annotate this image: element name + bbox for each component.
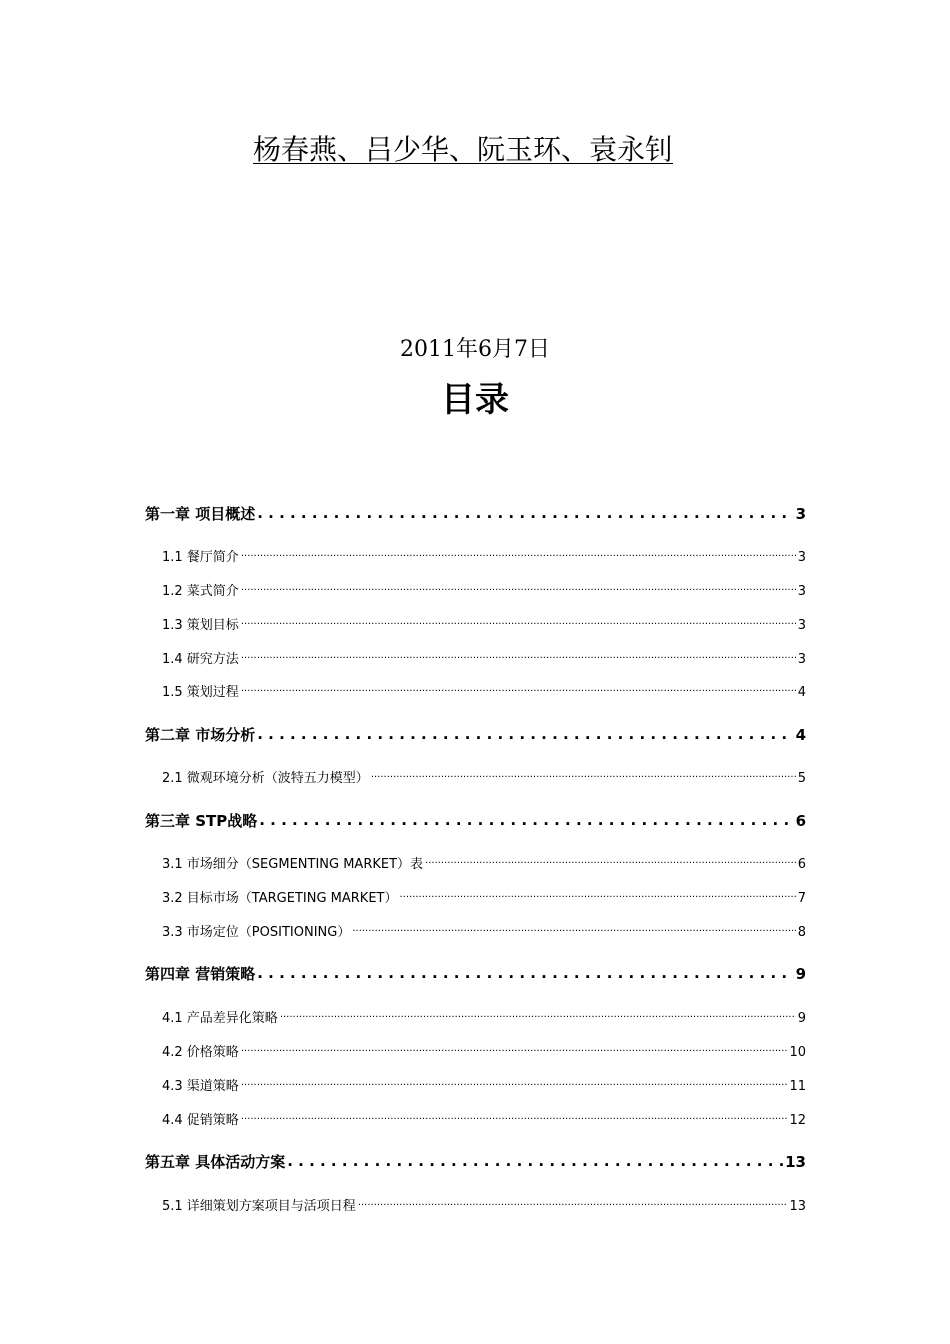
- toc-entry-section-4-3[interactable]: [162, 1075, 806, 1094]
- toc-dot-leader: [257, 964, 793, 979]
- toc-entry-label: 1.5 策划过程: [162, 685, 239, 700]
- toc-dot-leader: [358, 1197, 788, 1210]
- toc-entry-label: 第一章 项目概述: [145, 505, 256, 523]
- toc-entry-label: 3.1 市场细分（SEGMENTING MARKET）表: [162, 857, 424, 872]
- toc-entry-page: 10: [789, 1045, 806, 1060]
- toc-entry-section-5-1[interactable]: [162, 1195, 806, 1214]
- document-date: 2011年6月7日: [400, 337, 550, 362]
- toc-entry-page: 3: [797, 584, 806, 599]
- toc-entry-chapter-3[interactable]: [145, 810, 806, 831]
- toc-dot-leader: [425, 855, 796, 868]
- toc-dot-leader: [259, 811, 793, 826]
- toc-entry-section-4-4[interactable]: [162, 1109, 806, 1128]
- toc-entry-section-1-1[interactable]: [162, 546, 806, 565]
- toc-entry-chapter-2[interactable]: [145, 724, 806, 745]
- toc-dot-leader: [241, 1077, 788, 1090]
- toc-entry-label: 1.4 研究方法: [162, 652, 239, 667]
- toc-entry-page: 4: [797, 685, 806, 700]
- toc-entry-label: 2.1 微观环境分析（波特五力模型）: [162, 771, 369, 786]
- toc-entry-section-4-1[interactable]: [162, 1007, 806, 1026]
- toc-entry-page: 9: [795, 965, 806, 983]
- toc-entry-label: 1.3 策划目标: [162, 618, 239, 633]
- toc-entry-label: 5.1 详细策划方案项目与活项日程: [162, 1199, 356, 1214]
- toc-dot-leader: [287, 1152, 783, 1167]
- toc-entry-label: 1.1 餐厅简介: [162, 550, 239, 565]
- toc-entry-section-1-3[interactable]: [162, 614, 806, 633]
- toc-dot-leader: [241, 1043, 788, 1056]
- toc-entry-label: 4.1 产品差异化策略: [162, 1011, 278, 1026]
- toc-entry-page: 12: [789, 1113, 806, 1128]
- toc-entry-section-3-2[interactable]: [162, 887, 806, 906]
- toc-entry-label: 第二章 市场分析: [145, 726, 256, 744]
- toc-entry-page: 4: [795, 726, 806, 744]
- author-names-text: 杨春燕、吕少华、阮玉环、袁永钊: [252, 133, 673, 166]
- toc-dot-leader: [241, 616, 796, 629]
- toc-entry-chapter-4[interactable]: [145, 963, 806, 984]
- toc-entry-page: 13: [785, 1153, 806, 1171]
- toc-dot-leader: [241, 650, 796, 663]
- toc-entry-label: 第五章 具体活动方案: [145, 1153, 286, 1171]
- toc-dot-leader: [352, 923, 795, 936]
- toc-entry-label: 4.4 促销策略: [162, 1113, 239, 1128]
- toc-dot-leader: [241, 1111, 788, 1124]
- toc-entry-label: 4.2 价格策略: [162, 1045, 239, 1060]
- toc-entry-page: 13: [789, 1199, 806, 1214]
- toc-entry-section-1-2[interactable]: [162, 580, 806, 599]
- toc-entry-chapter-1[interactable]: [145, 503, 806, 524]
- toc-entry-section-1-4[interactable]: [162, 648, 806, 667]
- toc-entry-section-3-1[interactable]: [162, 853, 806, 872]
- toc-dot-leader: [241, 683, 796, 696]
- toc-entry-page: 3: [797, 652, 806, 667]
- toc-entry-page: 9: [797, 1011, 806, 1026]
- toc-entry-label: 第三章 STP战略: [145, 812, 258, 830]
- toc-dot-leader: [280, 1009, 796, 1022]
- toc-entry-page: 6: [795, 812, 806, 830]
- toc-entry-chapter-5[interactable]: [145, 1151, 806, 1172]
- toc-dot-leader: [399, 889, 795, 902]
- toc-entry-label: 1.2 菜式简介: [162, 584, 239, 599]
- toc-entry-label: 3.3 市场定位（POSITIONING）: [162, 925, 351, 940]
- toc-entry-page: 5: [797, 771, 806, 786]
- toc-dot-leader: [241, 582, 796, 595]
- toc-entry-section-3-3[interactable]: [162, 921, 806, 940]
- toc-entry-page: 3: [797, 550, 806, 565]
- toc-dot-leader: [371, 769, 796, 782]
- toc-entry-page: 11: [789, 1079, 806, 1094]
- toc-entry-page: 3: [797, 618, 806, 633]
- toc-entry-page: 8: [797, 925, 806, 940]
- toc-heading: 目录: [441, 380, 509, 420]
- toc-entry-section-4-2[interactable]: [162, 1041, 806, 1060]
- toc-entry-label: 4.3 渠道策略: [162, 1079, 239, 1094]
- toc-entry-section-2-1[interactable]: [162, 767, 806, 786]
- toc-dot-leader: [257, 725, 793, 740]
- toc-entry-page: 3: [795, 505, 806, 523]
- toc-dot-leader: [241, 548, 796, 561]
- toc-dot-leader: [257, 504, 793, 519]
- toc-entry-page: 6: [797, 857, 806, 872]
- toc-entry-label: 3.2 目标市场（TARGETING MARKET）: [162, 891, 398, 906]
- toc-entry-label: 第四章 营销策略: [145, 965, 256, 983]
- toc-entry-section-1-5[interactable]: [162, 681, 806, 700]
- toc-entry-page: 7: [797, 891, 806, 906]
